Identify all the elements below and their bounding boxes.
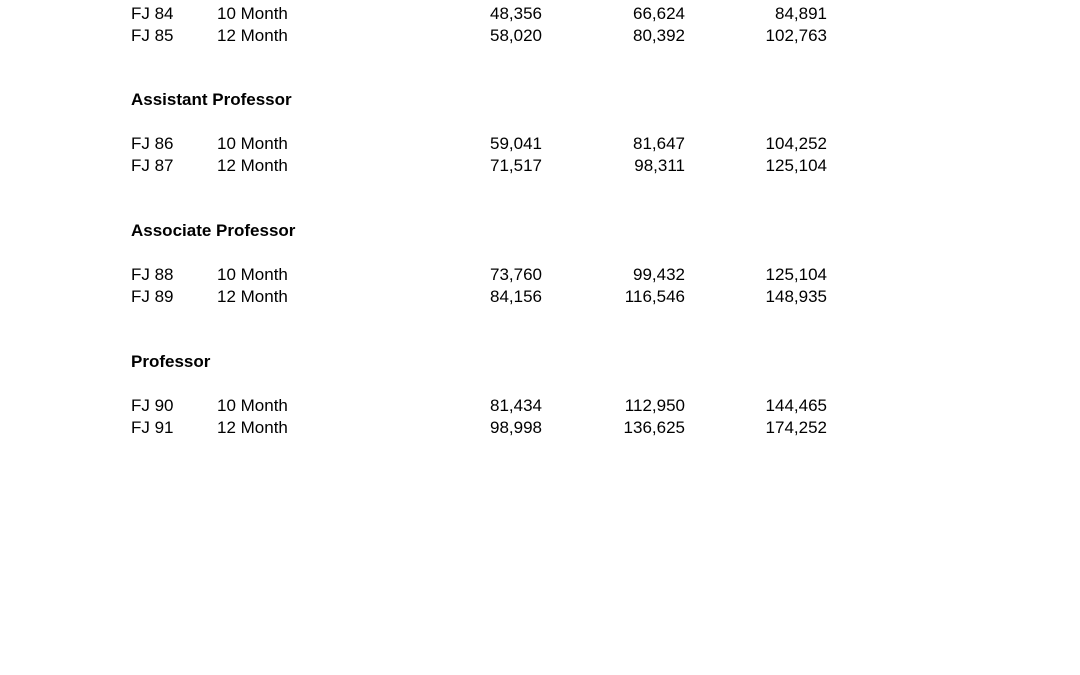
salary-midpoint: 116,546 xyxy=(624,287,685,306)
job-code: FJ 89 xyxy=(131,287,174,306)
salary-minimum: 71,517 xyxy=(490,156,542,175)
salary-midpoint: 99,432 xyxy=(633,265,685,284)
salary-maximum: 174,252 xyxy=(765,418,827,437)
salary-maximum: 102,763 xyxy=(765,26,827,45)
job-code: FJ 85 xyxy=(131,26,174,45)
contract-term: 10 Month xyxy=(217,134,288,153)
section-heading-assistant-professor: Assistant Professor xyxy=(131,90,292,109)
contract-term: 12 Month xyxy=(217,26,288,45)
salary-maximum: 84,891 xyxy=(775,4,827,23)
contract-term: 10 Month xyxy=(217,396,288,415)
contract-term: 12 Month xyxy=(217,287,288,306)
salary-maximum: 125,104 xyxy=(765,265,827,284)
table-row xyxy=(0,133,1080,155)
salary-midpoint: 136,625 xyxy=(623,418,685,437)
salary-minimum: 98,998 xyxy=(490,418,542,437)
job-code: FJ 91 xyxy=(131,418,174,437)
salary-minimum: 84,156 xyxy=(490,287,542,306)
job-code: FJ 90 xyxy=(131,396,174,415)
table-row xyxy=(0,3,1080,25)
salary-minimum: 48,356 xyxy=(490,4,542,23)
table-row xyxy=(0,417,1080,439)
salary-midpoint: 80,392 xyxy=(633,26,685,45)
job-code: FJ 88 xyxy=(131,265,174,284)
salary-maximum: 148,935 xyxy=(765,287,827,306)
table-row xyxy=(0,395,1080,417)
section-heading-associate-professor: Associate Professor xyxy=(131,221,296,240)
salary-midpoint: 81,647 xyxy=(633,134,685,153)
section-heading-professor: Professor xyxy=(131,352,211,371)
salary-midpoint: 98,311 xyxy=(634,156,685,175)
table-row xyxy=(0,286,1080,308)
contract-term: 10 Month xyxy=(217,4,288,23)
job-code: FJ 84 xyxy=(131,4,174,23)
salary-maximum: 125,104 xyxy=(765,156,827,175)
table-row xyxy=(0,25,1080,47)
job-code: FJ 86 xyxy=(131,134,174,153)
salary-midpoint: 112,950 xyxy=(624,396,685,415)
contract-term: 10 Month xyxy=(217,265,288,284)
salary-maximum: 104,252 xyxy=(765,134,827,153)
table-row xyxy=(0,155,1080,177)
salary-minimum: 59,041 xyxy=(490,134,542,153)
salary-midpoint: 66,624 xyxy=(633,4,685,23)
salary-minimum: 81,434 xyxy=(490,396,542,415)
contract-term: 12 Month xyxy=(217,156,288,175)
job-code: FJ 87 xyxy=(131,156,174,175)
salary-maximum: 144,465 xyxy=(765,396,827,415)
table-row xyxy=(0,264,1080,286)
salary-minimum: 73,760 xyxy=(490,265,542,284)
contract-term: 12 Month xyxy=(217,418,288,437)
salary-minimum: 58,020 xyxy=(490,26,542,45)
